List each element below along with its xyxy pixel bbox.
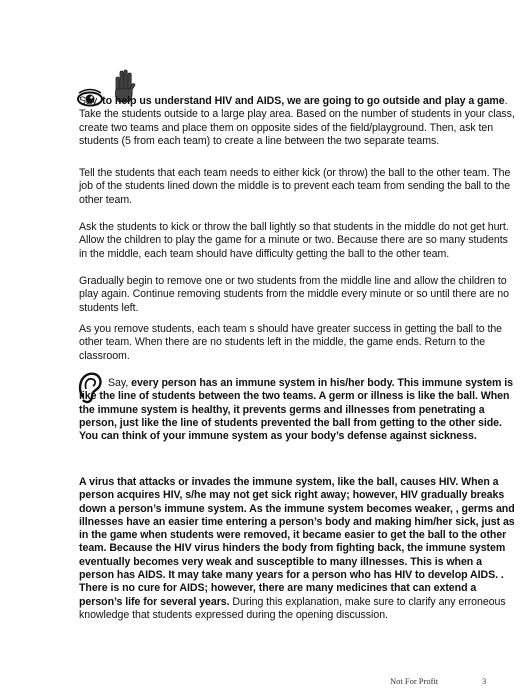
page-footer — [390, 676, 520, 686]
paragraph-hiv-explanation: A virus that attacks or invades the immune system, like the ball, causes HIV. When a person acquires HIV, s/he may not get sick right away; however, HIV gradually breaks down a person’s immune system. As the immune system becomes weaker, , germs and illnesses have an easier time entering a person’s body and making him/her sick, just as in the game when students were removed, it became easier to get the ball to the other team. Because the HIV virus hinders the body from fighting back, the immune system eventually becomes very weak and susceptible to many illnesses. This is when a person has AIDS. It may take many years for a person who has HIV to develop AIDS. . There is no cure for AIDS; however, there are many medicines that can extend a person’s life for several years. During this explanation, make sure to clarify any erroneous knowledge that students expressed during the opening discussion. — [79, 476, 515, 621]
paragraph-team-rules: Tell the students that each team needs to either kick (or throw) the ball to the other team. The job of the students lined down the middle is to prevent each team from sending the ball to the other team. — [79, 167, 511, 206]
paragraph-remove-students: Gradually begin to remove one or two students from the middle line and allow the children to play again. Continue removing students from the middle every minute or so until there are no students left. — [79, 275, 509, 314]
footer-text: Not For Profit — [390, 676, 439, 686]
page-number: 3 — [482, 676, 487, 686]
paragraph-game-end: As you remove students, each team s should have greater success in getting the ball to the other team. When there are no students left in the middle, the game ends. Return to the classroom. — [79, 323, 503, 362]
paragraph-immune-system: Say, every person has an immune system in his/her body. This immune system is like the line of students between the two teams. A germ or illness is like the ball. When the immune system is healthy, it prevents germs and illnesses from penetrating a person, just like the line of students prevented the ball from getting to the other side. You can think of your immune system as your body’s defense against sickness. — [79, 377, 513, 443]
paragraph-game-intro: Say, to help us understand HIV and AIDS, we are going to go outside and play a game. Take the students outside to a large play area. Based on the number of students in your class, create two teams and place them on opposite sides of the field/playground. Then, ask ten students (5 from each team) to create a line between the two separate teams. — [79, 95, 515, 147]
paragraph-play-instructions: Ask the students to kick or throw the ball lightly so that students in the middle do not get hurt. Allow the children to play the game for a minute or two. Because there are so many students in the middle, each team should have difficulty getting the ball to the other team. — [79, 221, 509, 260]
